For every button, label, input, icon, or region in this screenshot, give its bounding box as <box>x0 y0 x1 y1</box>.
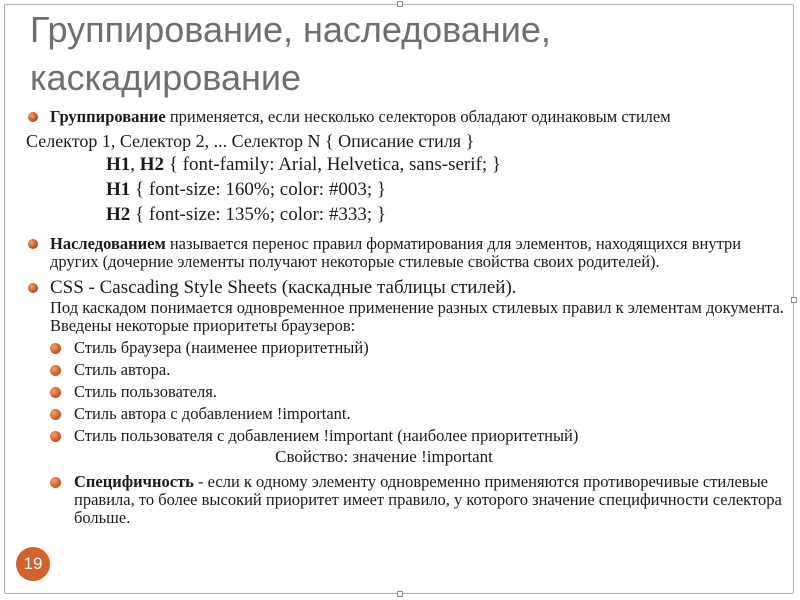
bullet-dot-icon <box>50 387 61 398</box>
code-selector: H2 <box>106 204 131 225</box>
bullet-dot-icon <box>28 112 38 122</box>
cascade-text: Под каскадом понимается одновременное применение разных стилевых правил к элементам документа. Введены некоторые приоритеты браузеров: <box>50 298 784 335</box>
important-syntax: Свойство: значение !important <box>275 447 493 466</box>
code-example <box>24 152 789 177</box>
term-inheritance: Наследованием <box>50 234 166 253</box>
bullet-dot-icon <box>50 431 61 442</box>
code-example <box>24 202 789 227</box>
bullet-grouping <box>24 108 789 126</box>
cascade-heading: CSS - Cascading Style Sheets (каскадные таблицы стилей). <box>50 277 517 298</box>
bullet-dot-icon <box>28 239 38 249</box>
bullet-dot-icon <box>50 477 61 488</box>
priority-text: Стиль автора. <box>74 360 171 379</box>
term-grouping: Группирование <box>50 107 166 126</box>
bullet-dot-icon <box>50 409 61 420</box>
code-separator: , <box>130 154 140 175</box>
priority-item <box>24 427 789 445</box>
code-selector: H1 <box>106 154 131 175</box>
priority-item <box>24 361 789 379</box>
code-selector: H2 <box>139 154 165 175</box>
selector-syntax: Селектор 1, Селектор 2, ... Селектор N { Описание стиля } <box>26 131 475 151</box>
code-example <box>24 177 789 202</box>
resize-handle-bottom[interactable] <box>397 591 403 597</box>
bullet-cascade <box>24 277 789 335</box>
page-number-badge: 19 <box>16 547 50 581</box>
bullet-specificity <box>24 473 789 527</box>
specificity-text: - если к одному элементу одновременно применяются противоречивые стилевые правила, то более высокий приоритет имеет правило, у которого значение специфичности селектора больше. <box>74 472 782 527</box>
inheritance-text: называется перенос правил форматирования для элементов, находящихся внутри других (дочерние элементы получают некоторые стилевые свойства своих родителей). <box>50 234 742 271</box>
slide-body <box>24 108 789 527</box>
priority-item <box>24 405 789 423</box>
code-rule: { font-size: 160%; color: #003; } <box>130 179 386 200</box>
bullet-dot-icon <box>50 343 61 354</box>
priority-text: Стиль автора с добавлением !important. <box>74 404 351 423</box>
code-rule: { font-size: 135%; color: #333; } <box>130 204 386 225</box>
term-specificity: Специфичность <box>74 472 194 491</box>
code-selector: H1 <box>106 179 131 200</box>
bullet-inheritance <box>24 235 789 271</box>
priority-item <box>24 339 789 357</box>
priority-text: Стиль пользователя. <box>74 382 217 401</box>
grouping-text: применяется, если несколько селекторов обладают одинаковым стилем <box>165 107 671 126</box>
slide-title: Группирование, наследование, каскадирование <box>30 9 551 98</box>
bullet-dot-icon <box>50 365 61 376</box>
priority-text: Стиль браузера (наименее приоритетный) <box>74 338 369 357</box>
resize-handle-right[interactable] <box>791 297 797 303</box>
priority-item <box>24 383 789 401</box>
priority-text: Стиль пользователя с добавлением !important (наиболее приоритетный) <box>74 426 579 445</box>
code-rule: { font-family: Arial, Helvetica, sans-serif; } <box>164 154 501 175</box>
bullet-dot-icon <box>28 283 38 293</box>
